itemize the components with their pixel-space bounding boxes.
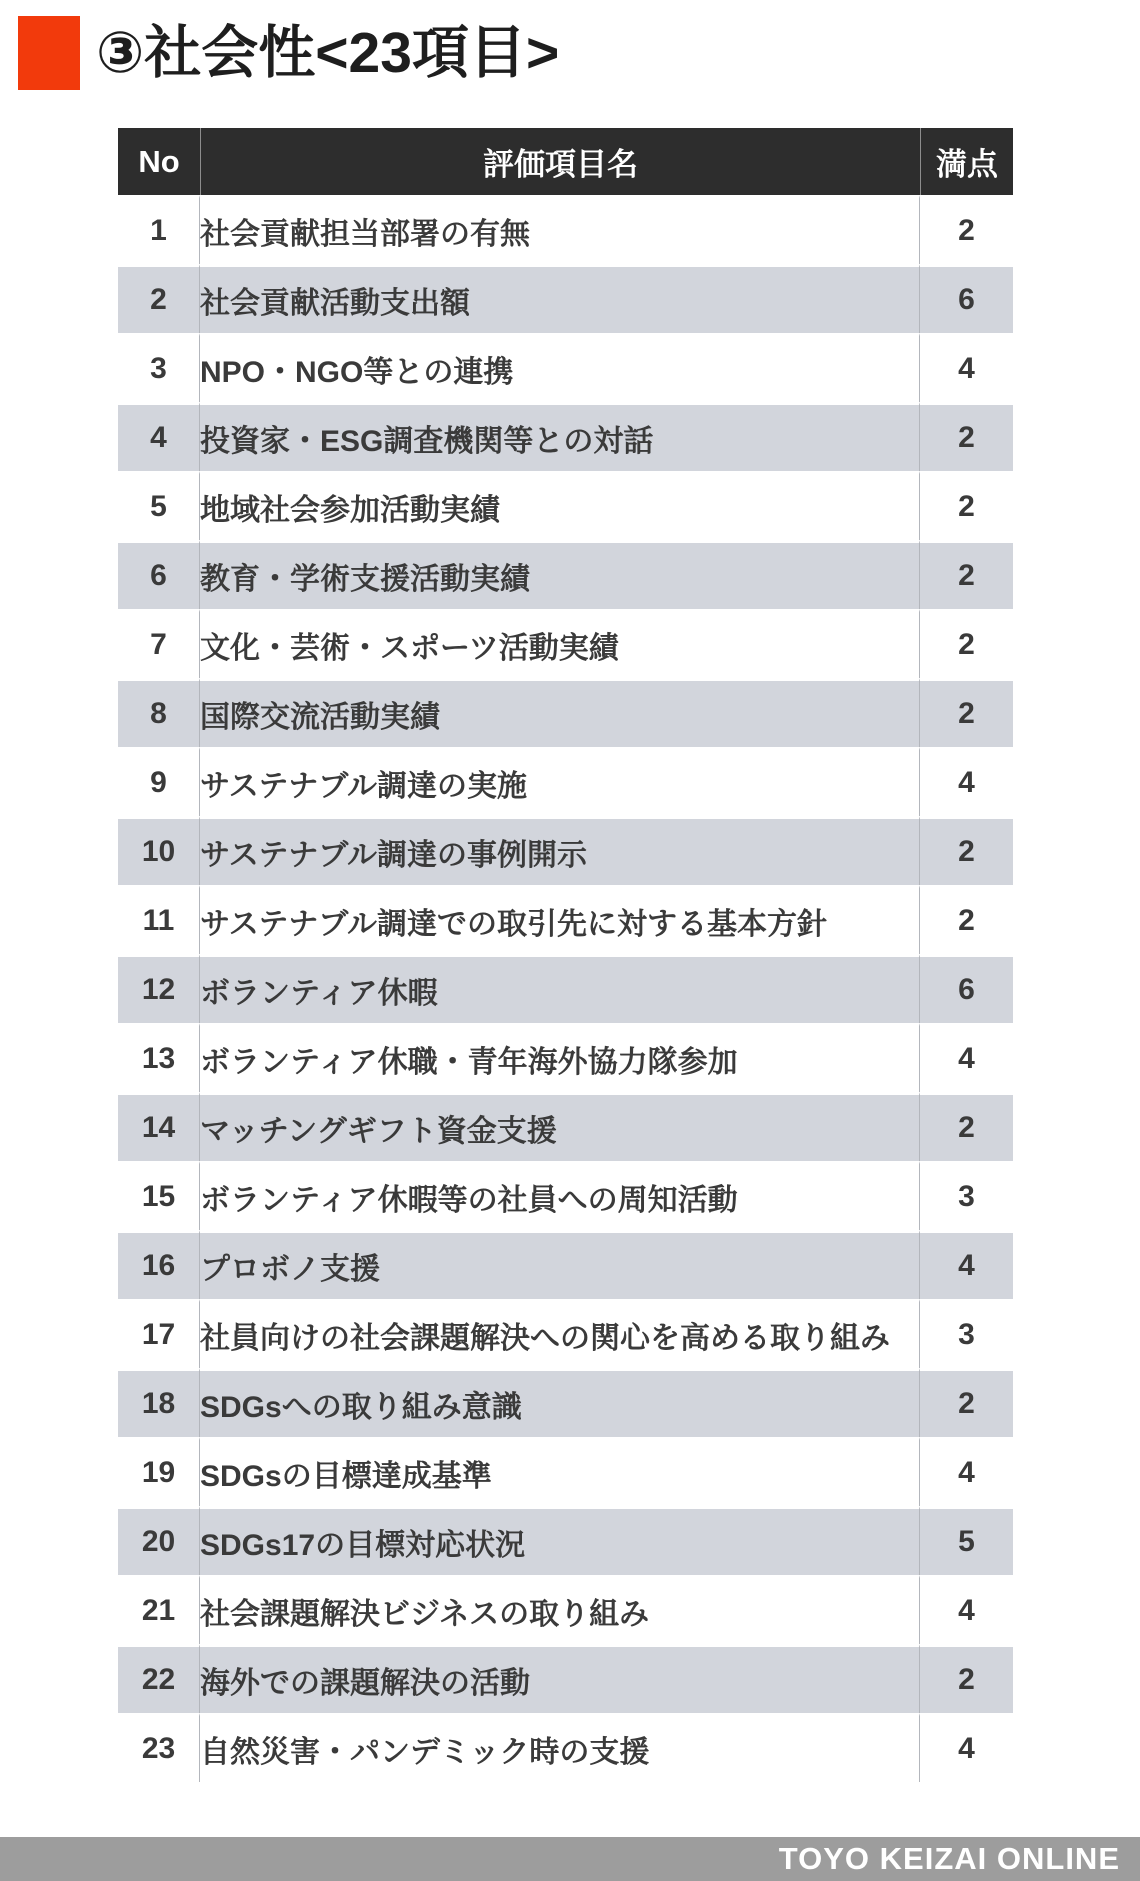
table-header-row [118, 128, 1013, 195]
table-row [118, 195, 1013, 264]
table-row [118, 402, 1013, 471]
cell-max-score: 2 [920, 195, 1013, 264]
cell-max-score: 4 [920, 747, 1013, 816]
cell-no: 17 [118, 1299, 200, 1368]
cell-item-name: ボランティア休暇 [200, 954, 920, 1023]
cell-item-name: 社会貢献担当部署の有無 [200, 195, 920, 264]
table-row [118, 471, 1013, 540]
table-row [118, 1644, 1013, 1713]
cell-item-name: 文化・芸術・スポーツ活動実績 [200, 609, 920, 678]
cell-no: 9 [118, 747, 200, 816]
table-row [118, 747, 1013, 816]
column-header-no: No [118, 128, 200, 195]
table-row [118, 1023, 1013, 1092]
cell-no: 20 [118, 1506, 200, 1575]
cell-max-score: 2 [920, 471, 1013, 540]
cell-item-name: ボランティア休暇等の社員への周知活動 [200, 1161, 920, 1230]
title-accent-square [18, 16, 80, 90]
cell-max-score: 2 [920, 1644, 1013, 1713]
cell-item-name: マッチングギフト資金支援 [200, 1092, 920, 1161]
cell-no: 4 [118, 402, 200, 471]
cell-item-name: 地域社会参加活動実績 [200, 471, 920, 540]
cell-no: 12 [118, 954, 200, 1023]
cell-max-score: 3 [920, 1161, 1013, 1230]
cell-max-score: 2 [920, 609, 1013, 678]
cell-max-score: 2 [920, 1368, 1013, 1437]
cell-max-score: 2 [920, 885, 1013, 954]
table-row [118, 609, 1013, 678]
cell-max-score: 4 [920, 1713, 1013, 1782]
table-row [118, 1299, 1013, 1368]
table-row [118, 264, 1013, 333]
cell-no: 11 [118, 885, 200, 954]
table-body [118, 195, 1013, 1782]
cell-item-name: プロボノ支援 [200, 1230, 920, 1299]
table-row [118, 1506, 1013, 1575]
cell-item-name: サステナブル調達での取引先に対する基本方針 [200, 885, 920, 954]
cell-item-name: サステナブル調達の事例開示 [200, 816, 920, 885]
cell-item-name: 海外での課題解決の活動 [200, 1644, 920, 1713]
table-row [118, 1713, 1013, 1782]
table-row [118, 954, 1013, 1023]
cell-item-name: ボランティア休職・青年海外協力隊参加 [200, 1023, 920, 1092]
cell-item-name: サステナブル調達の実施 [200, 747, 920, 816]
cell-no: 3 [118, 333, 200, 402]
cell-item-name: NPO・NGO等との連携 [200, 333, 920, 402]
table-row [118, 678, 1013, 747]
column-header-item-name: 評価項目名 [200, 128, 920, 195]
cell-max-score: 2 [920, 1092, 1013, 1161]
cell-no: 7 [118, 609, 200, 678]
column-header-max-score: 満点 [920, 128, 1013, 195]
table-row [118, 1575, 1013, 1644]
cell-item-name: SDGsの目標達成基準 [200, 1437, 920, 1506]
table-row [118, 540, 1013, 609]
cell-no: 1 [118, 195, 200, 264]
footer-brand: TOYO KEIZAI ONLINE [778, 1841, 1120, 1876]
table-row [118, 1437, 1013, 1506]
cell-no: 19 [118, 1437, 200, 1506]
cell-item-name: 社会課題解決ビジネスの取り組み [200, 1575, 920, 1644]
cell-max-score: 2 [920, 540, 1013, 609]
page-header [18, 16, 559, 90]
cell-item-name: SDGsへの取り組み意識 [200, 1368, 920, 1437]
table-row [118, 1092, 1013, 1161]
cell-no: 5 [118, 471, 200, 540]
cell-max-score: 4 [920, 1437, 1013, 1506]
cell-item-name: 社員向けの社会課題解決への関心を高める取り組み [200, 1299, 920, 1368]
cell-item-name: 自然災害・パンデミック時の支援 [200, 1713, 920, 1782]
table-row [118, 1230, 1013, 1299]
cell-max-score: 4 [920, 1575, 1013, 1644]
evaluation-table [118, 128, 1013, 1782]
cell-item-name: SDGs17の目標対応状況 [200, 1506, 920, 1575]
cell-no: 8 [118, 678, 200, 747]
footer-bar [0, 1837, 1140, 1881]
cell-no: 23 [118, 1713, 200, 1782]
table-row [118, 1368, 1013, 1437]
table-header [118, 128, 1013, 195]
cell-no: 2 [118, 264, 200, 333]
cell-max-score: 6 [920, 954, 1013, 1023]
table-row [118, 885, 1013, 954]
cell-item-name: 投資家・ESG調査機関等との対話 [200, 402, 920, 471]
cell-max-score: 6 [920, 264, 1013, 333]
evaluation-table-container [118, 128, 1013, 1782]
cell-max-score: 5 [920, 1506, 1013, 1575]
table-row [118, 1161, 1013, 1230]
table-row [118, 816, 1013, 885]
cell-max-score: 3 [920, 1299, 1013, 1368]
cell-max-score: 4 [920, 333, 1013, 402]
page-title: ③社会性<23項目> [96, 20, 560, 85]
cell-no: 6 [118, 540, 200, 609]
cell-max-score: 2 [920, 678, 1013, 747]
cell-item-name: 教育・学術支援活動実績 [200, 540, 920, 609]
cell-max-score: 4 [920, 1230, 1013, 1299]
cell-no: 21 [118, 1575, 200, 1644]
cell-no: 15 [118, 1161, 200, 1230]
cell-max-score: 2 [920, 816, 1013, 885]
cell-max-score: 2 [920, 402, 1013, 471]
cell-no: 10 [118, 816, 200, 885]
cell-item-name: 社会貢献活動支出額 [200, 264, 920, 333]
cell-no: 18 [118, 1368, 200, 1437]
cell-no: 16 [118, 1230, 200, 1299]
cell-no: 22 [118, 1644, 200, 1713]
cell-no: 13 [118, 1023, 200, 1092]
cell-max-score: 4 [920, 1023, 1013, 1092]
cell-no: 14 [118, 1092, 200, 1161]
table-row [118, 333, 1013, 402]
cell-item-name: 国際交流活動実績 [200, 678, 920, 747]
